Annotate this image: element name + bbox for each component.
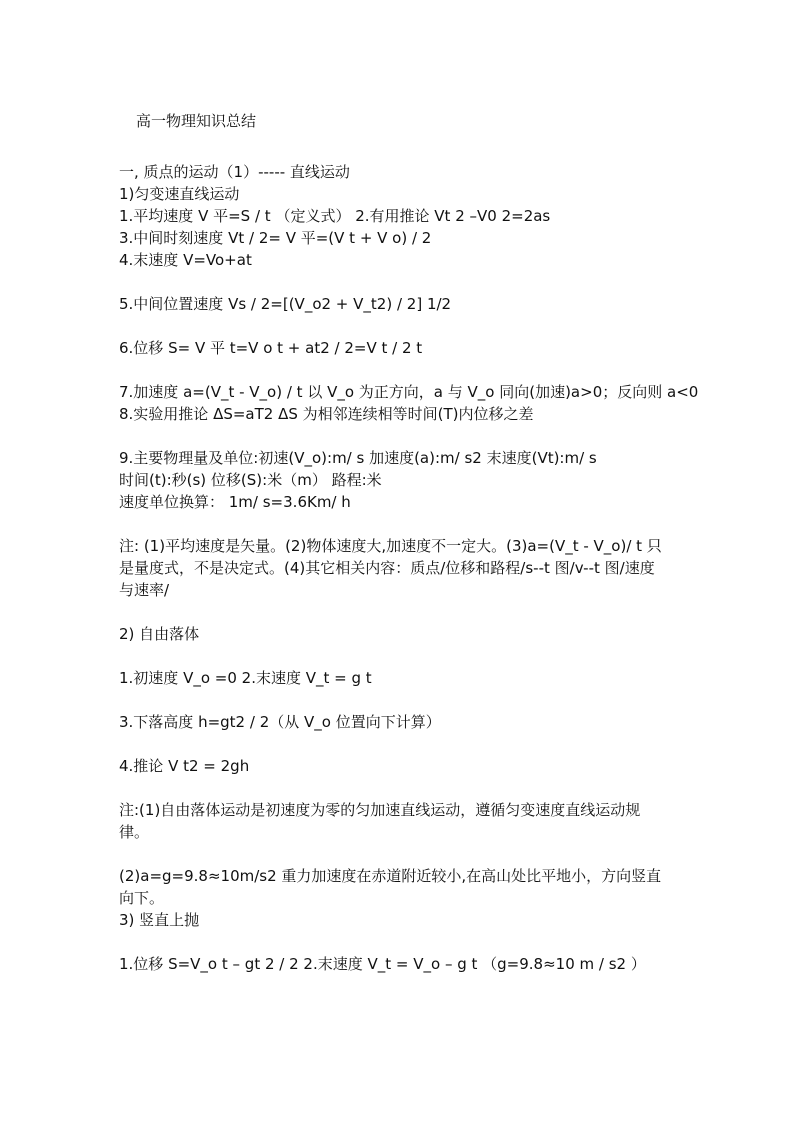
note-line: 是量度式，不是决定式。(4)其它相关内容：质点/位移和路程/s--t 图/v--t 图/速度 bbox=[119, 559, 655, 577]
formula-line: 4.末速度 V=Vo+at bbox=[119, 251, 252, 269]
formula-line: 8.实验用推论 ΔS=aT2 ΔS 为相邻连续相等时间(T)内位移之差 bbox=[119, 405, 534, 423]
note-line: (2)a=g=9.8≈10m/s2 重力加速度在赤道附近较小,在高山处比平地小，方向竖直 bbox=[119, 867, 662, 885]
note-line: 律。 bbox=[119, 823, 150, 841]
units-line: 时间(t):秒(s) 位移(S):米（m） 路程:米 bbox=[119, 471, 382, 489]
section-heading: 一, 质点的运动（1）----- 直线运动 bbox=[119, 163, 350, 181]
formula-line: 1.位移 S=V_o t – gt 2 / 2 2.末速度 V_t = V_o – g t （g=9.8≈10 m / s2 ） bbox=[119, 955, 646, 973]
formula-line: 3.中间时刻速度 Vt / 2= V 平=(V t + V o) / 2 bbox=[119, 229, 432, 247]
formula-line: 3.下落高度 h=gt2 / 2（从 V_o 位置向下计算） bbox=[119, 713, 441, 731]
subsection-heading: 3) 竖直上抛 bbox=[119, 911, 200, 929]
units-line: 速度单位换算： 1m/ s=3.6Km/ h bbox=[119, 493, 351, 511]
formula-line: 1.平均速度 V 平=S / t （定义式） 2.有用推论 Vt 2 –V0 2=2as bbox=[119, 207, 551, 225]
units-line: 9.主要物理量及单位:初速(V_o):m/ s 加速度(a):m/ s2 末速度(Vt):m/ s bbox=[119, 449, 597, 467]
subsection-heading: 2) 自由落体 bbox=[119, 625, 200, 643]
note-line: 注:(1)自由落体运动是初速度为零的匀加速直线运动，遵循匀变速度直线运动规 bbox=[119, 801, 641, 819]
note-line: 与速率/ bbox=[119, 581, 170, 599]
formula-line: 1.初速度 V_o =0 2.末速度 V_t = g t bbox=[119, 669, 372, 687]
note-line: 注: (1)平均速度是矢量。(2)物体速度大,加速度不一定大。(3)a=(V_t - V_o)/ t 只 bbox=[119, 537, 662, 555]
formula-line: 6.位移 S= V 平 t=V o t + at2 / 2=V t / 2 t bbox=[119, 339, 423, 357]
subsection-heading: 1)匀变速直线运动 bbox=[119, 185, 240, 203]
note-line: 向下。 bbox=[119, 889, 165, 907]
formula-line: 5.中间位置速度 Vs / 2=[(V_o2 + V_t2) / 2] 1/2 bbox=[119, 295, 452, 313]
formula-line: 4.推论 V t2 = 2gh bbox=[119, 757, 250, 775]
document-title: 高一物理知识总结 bbox=[136, 112, 257, 130]
formula-line: 7.加速度 a=(V_t - V_o) / t 以 V_o 为正方向，a 与 V_o 同向(加速)a>0；反向则 a<0 bbox=[119, 383, 699, 401]
